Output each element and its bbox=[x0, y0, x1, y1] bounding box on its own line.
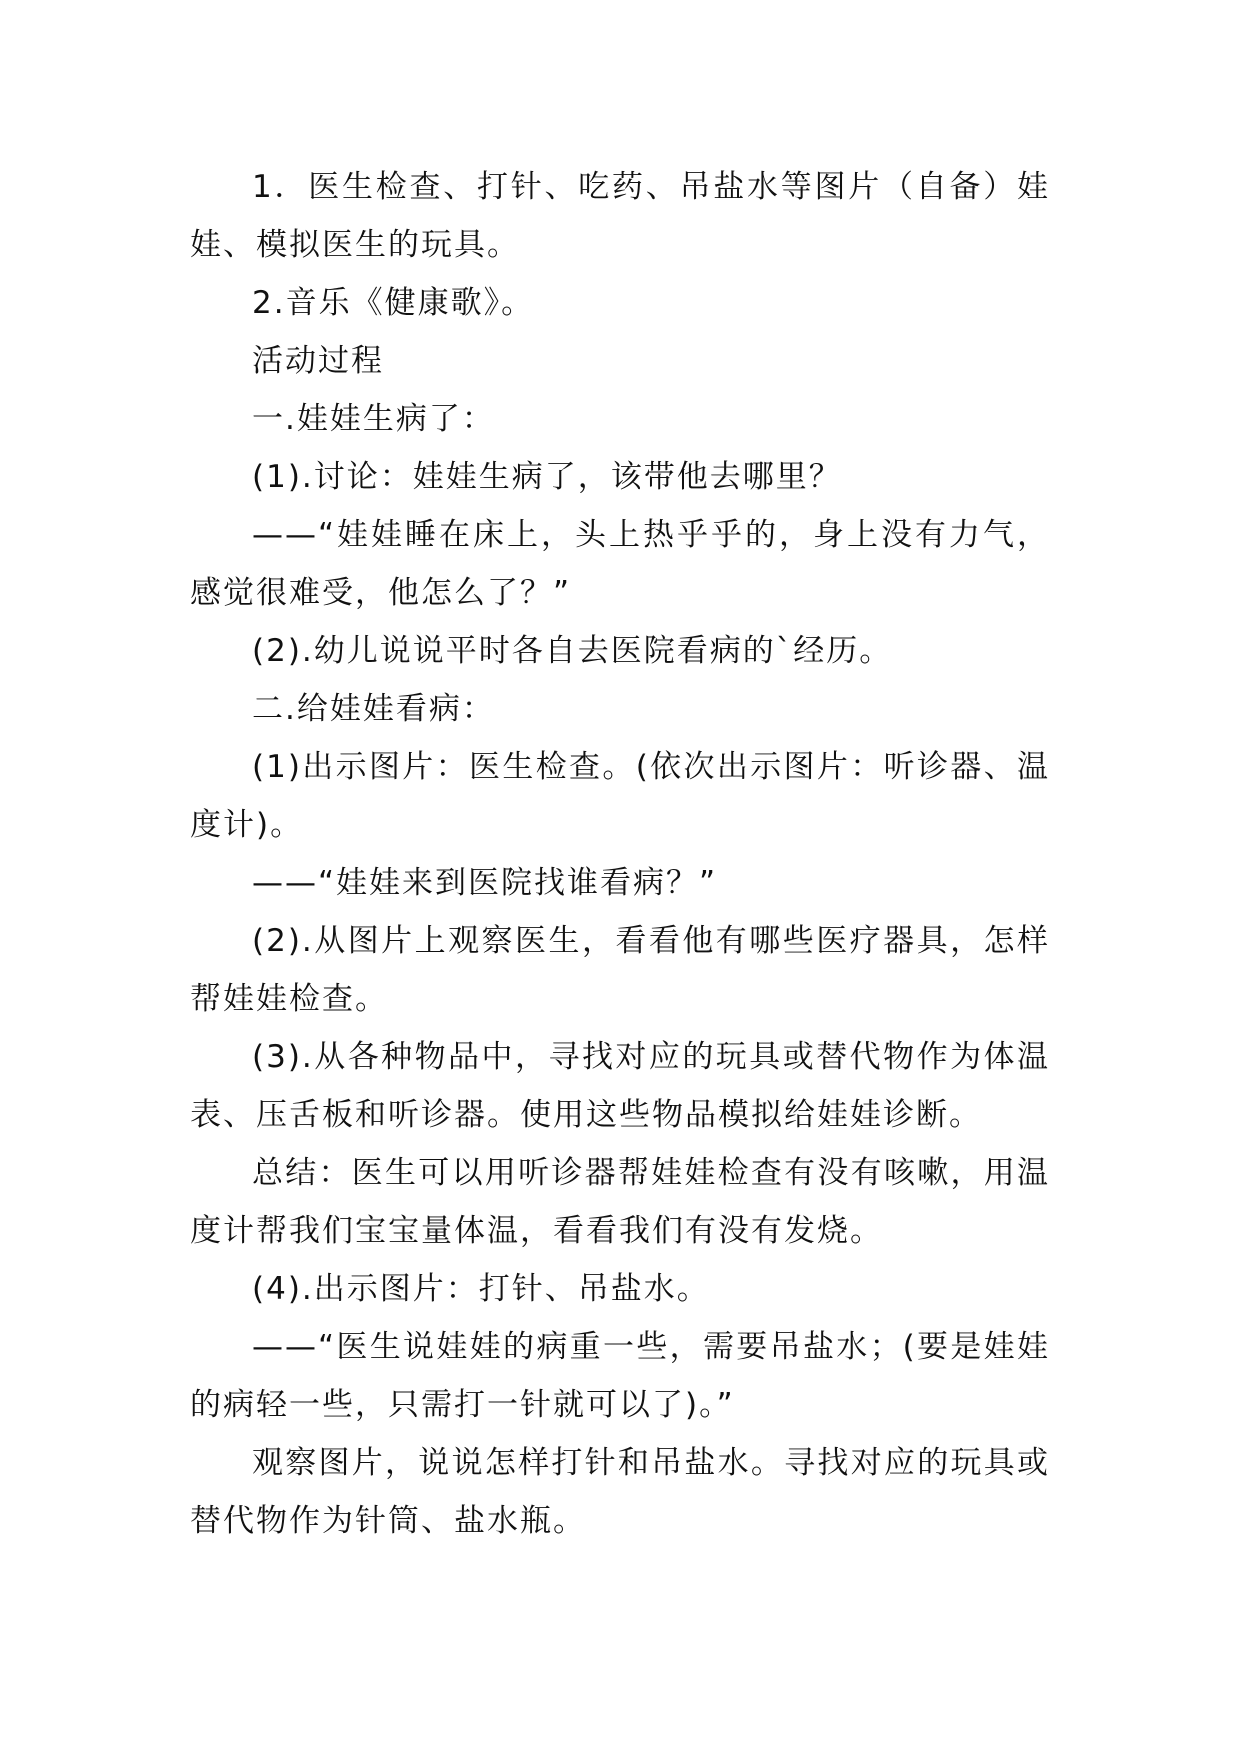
paragraph-observe: 观察图片，说说怎样打针和吊盐水。寻找对应的玩具或替代物作为针筒、盐水瓶。 bbox=[190, 1445, 1050, 1539]
paragraph-step-1-2: (2).幼儿说说平时各自去医院看病的`经历。 bbox=[252, 633, 893, 669]
paragraph-step-2-1: (1)出示图片：医生检查。(依次出示图片：听诊器、温度计)。 bbox=[190, 749, 1050, 843]
paragraph-step-2-2: (2).从图片上观察医生，看看他有哪些医疗器具，怎样帮娃娃检查。 bbox=[190, 923, 1050, 1017]
paragraph-quote-3: ——“医生说娃娃的病重一些，需要吊盐水；(要是娃娃的病轻一些，只需打一针就可以了)。” bbox=[190, 1329, 1050, 1423]
step-heading-1: 一.娃娃生病了： bbox=[252, 401, 495, 437]
paragraph-step-2-3: (3).从各种物品中，寻找对应的玩具或替代物作为体温表、压舌板和听诊器。使用这些物品模拟给娃娃诊断。 bbox=[190, 1039, 1050, 1133]
paragraph-materials-2: 2.音乐《健康歌》。 bbox=[252, 285, 535, 321]
paragraph-step-2-4: (4).出示图片：打针、吊盐水。 bbox=[252, 1271, 710, 1307]
section-heading-activity-process: 活动过程 bbox=[252, 343, 384, 379]
paragraph-step-1-1: (1).讨论：娃娃生病了，该带他去哪里？ bbox=[252, 459, 842, 495]
step-heading-2: 二.给娃娃看病： bbox=[252, 691, 495, 727]
paragraph-quote-2: ——“娃娃来到医院找谁看病？” bbox=[252, 865, 718, 901]
paragraph-materials-1: 1．医生检查、打针、吃药、吊盐水等图片（自备）娃娃、模拟医生的玩具。 bbox=[190, 169, 1050, 263]
paragraph-summary: 总结：医生可以用听诊器帮娃娃检查有没有咳嗽，用温度计帮我们宝宝量体温，看看我们有没有发烧。 bbox=[190, 1155, 1050, 1249]
paragraph-quote-1: ——“娃娃睡在床上，头上热乎乎的，身上没有力气，感觉很难受，他怎么了？” bbox=[190, 517, 1050, 611]
document-body bbox=[190, 158, 1050, 1550]
